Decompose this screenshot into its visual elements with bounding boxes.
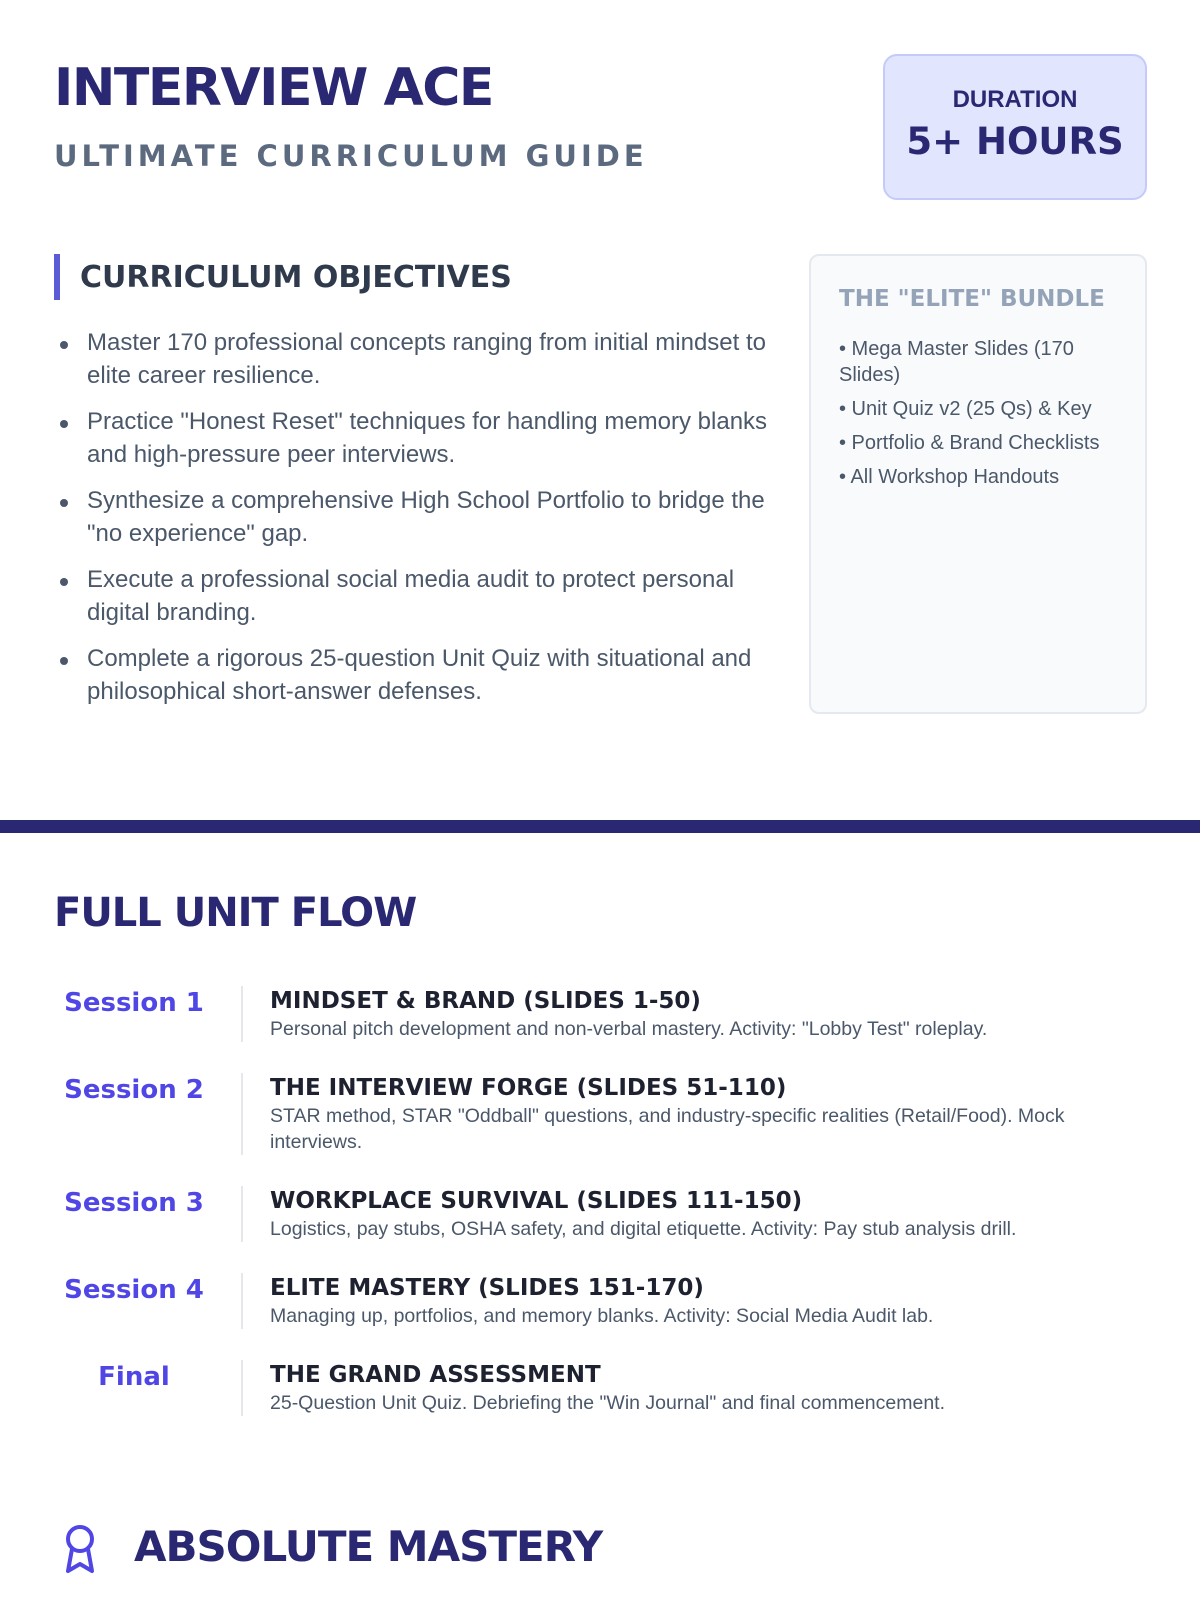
document-header: [54, 58, 648, 174]
session-body: [270, 1360, 1140, 1416]
session-label: Session 4: [64, 1275, 204, 1305]
session-title: THE GRAND ASSESSMENT: [270, 1362, 601, 1388]
page-title: INTERVIEW ACE: [54, 58, 493, 118]
objective-item: [60, 326, 774, 392]
objectives-list: [60, 326, 774, 721]
flow-heading: FULL UNIT FLOW: [54, 890, 417, 936]
bundle-title: THE "ELITE" BUNDLE: [839, 286, 1105, 312]
session-label: Final: [98, 1362, 170, 1392]
session-title: THE INTERVIEW FORGE (SLIDES 51-110): [270, 1075, 787, 1101]
session-divider-line: [241, 1360, 243, 1416]
session-label: Session 1: [64, 988, 204, 1018]
award-ribbon-icon: [62, 1524, 98, 1579]
session-divider-line: [241, 986, 243, 1042]
bullet-icon: [60, 657, 68, 665]
session-body: [270, 1186, 1140, 1242]
session-title: WORKPLACE SURVIVAL (SLIDES 111-150): [270, 1188, 803, 1214]
objectives-heading: CURRICULUM OBJECTIVES: [80, 260, 512, 295]
objective-text: Master 170 professional concepts ranging from initial mindset to elite career resilience.: [87, 329, 767, 389]
session-description: Managing up, portfolios, and memory blanks. Activity: Social Media Audit lab.: [270, 1305, 934, 1327]
session-description: 25-Question Unit Quiz. Debriefing the "Win Journal" and final commencement.: [270, 1392, 945, 1414]
session-description: Logistics, pay stubs, OSHA safety, and digital etiquette. Activity: Pay stub analysis drill.: [270, 1218, 1017, 1240]
section-divider: [0, 820, 1200, 833]
bullet-icon: [60, 499, 68, 507]
duration-value: 5+ HOURS: [906, 120, 1124, 163]
bundle-item: • Unit Quiz v2 (25 Qs) & Key: [839, 398, 1092, 420]
objective-text: Complete a rigorous 25-question Unit Quiz with situational and philosophical short-answer defenses.: [87, 645, 752, 705]
duration-card: [883, 54, 1147, 200]
objective-text: Execute a professional social media audit to protect personal digital branding.: [87, 566, 735, 626]
session-label: Session 2: [64, 1075, 204, 1105]
bullet-icon: [60, 578, 68, 586]
session-body: [270, 986, 1140, 1042]
page-subtitle: ULTIMATE CURRICULUM GUIDE: [54, 139, 648, 173]
session-title: ELITE MASTERY (SLIDES 151-170): [270, 1275, 704, 1301]
objective-text: Synthesize a comprehensive High School Portfolio to bridge the "no experience" gap.: [87, 487, 765, 547]
objective-text: Practice "Honest Reset" techniques for handling memory blanks and high-pressure peer interviews.: [87, 408, 768, 468]
elite-bundle-card: [809, 254, 1147, 714]
bundle-list: [839, 336, 1129, 498]
session-divider-line: [241, 1073, 243, 1155]
objective-item: [60, 563, 774, 629]
bundle-item: • All Workshop Handouts: [839, 466, 1060, 488]
session-title: MINDSET & BRAND (SLIDES 1-50): [270, 988, 701, 1014]
objectives-accent-bar: [54, 254, 60, 300]
session-description: Personal pitch development and non-verbal mastery. Activity: "Lobby Test" roleplay.: [270, 1018, 988, 1040]
mastery-heading: ABSOLUTE MASTERY: [134, 1522, 603, 1571]
bundle-item: • Mega Master Slides (170 Slides): [839, 338, 1074, 386]
duration-label: DURATION: [952, 86, 1078, 113]
objective-item: [60, 642, 774, 708]
objective-item: [60, 405, 774, 471]
session-body: [270, 1273, 1140, 1329]
session-description: STAR method, STAR "Oddball" questions, and industry-specific realities (Retail/Food). Mock interviews.: [270, 1105, 1065, 1153]
bullet-icon: [60, 341, 68, 349]
session-label: Session 3: [64, 1188, 204, 1218]
session-divider-line: [241, 1186, 243, 1242]
bullet-icon: [60, 420, 68, 428]
session-divider-line: [241, 1273, 243, 1329]
session-body: [270, 1073, 1140, 1155]
objective-item: [60, 484, 774, 550]
bundle-item: • Portfolio & Brand Checklists: [839, 432, 1100, 454]
